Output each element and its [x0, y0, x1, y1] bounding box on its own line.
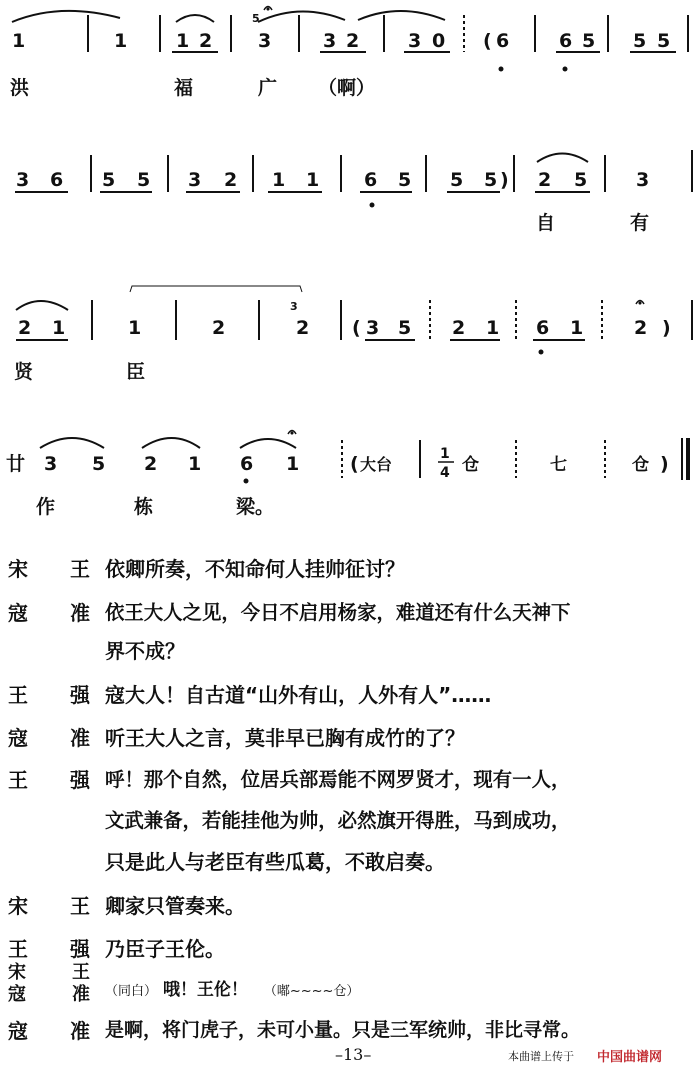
note: 2: [18, 317, 32, 339]
note: 6: [50, 169, 64, 191]
note: 3: [188, 169, 202, 191]
note: 6: [240, 453, 254, 475]
paren-open: (: [483, 30, 492, 52]
percussion-syllable: 七: [550, 455, 567, 475]
note: 3: [323, 30, 337, 52]
site-logo: 中国曲谱网: [597, 1050, 663, 1065]
note: 3: [258, 30, 272, 52]
speaker-name: 宋 王: [8, 557, 90, 581]
dialogue-text: 听王大人之言，莫非早已胸有成竹的了？: [105, 726, 465, 750]
octave-dots: [244, 67, 568, 484]
speaker-name: 寇 准: [8, 984, 90, 1005]
note: 5: [484, 169, 498, 191]
note: 1: [570, 317, 584, 339]
note: 1: [272, 169, 286, 191]
fermata-marks: [264, 7, 647, 435]
lyric: 福: [174, 77, 194, 99]
dialogue-text: 依卿所奏，不知命何人挂帅征讨？: [105, 557, 405, 581]
note: 5: [582, 30, 596, 52]
note: 3: [408, 30, 422, 52]
note: 1: [286, 453, 300, 475]
lyric: 贤: [14, 361, 34, 383]
note: 1: [486, 317, 500, 339]
paren-close: ): [500, 169, 509, 191]
speaker-name: 寇 准: [8, 1019, 90, 1043]
spoken-line: 哦！王伦！: [162, 980, 248, 1000]
upload-credit: 本曲谱上传于: [508, 1050, 574, 1063]
note: 2: [538, 169, 552, 191]
note: 1: [176, 30, 190, 52]
note: 1: [52, 317, 66, 339]
note: 5: [633, 30, 647, 52]
speaker-name: 王 强: [8, 937, 90, 961]
note: 5: [574, 169, 588, 191]
paren-open: (: [350, 453, 359, 475]
note: 6: [536, 317, 550, 339]
lyric: 作: [36, 496, 56, 518]
percussion-syllable: 仓: [632, 455, 649, 475]
note: 3: [44, 453, 58, 475]
percussion-syllable: 仓: [462, 455, 479, 475]
lyric: 栋: [134, 496, 154, 518]
lyric: 臣: [126, 361, 146, 383]
time-signature-bottom: 4: [440, 465, 450, 481]
note: 1: [12, 30, 26, 52]
percussion-cue: （嘟~~~~仓）: [263, 984, 360, 999]
percussion-syllable: 大台: [360, 455, 393, 474]
dialogue-entry-joint: [8, 963, 698, 1011]
lyric: （啊）: [318, 77, 376, 99]
paren-open: (: [352, 317, 361, 339]
note: 3: [16, 169, 30, 191]
speaker-name: 王 强: [8, 683, 90, 707]
paren-close: ): [662, 317, 671, 339]
lyric: 梁。: [236, 496, 275, 518]
note: 2: [224, 169, 238, 191]
note: 5: [398, 317, 412, 339]
free-rhythm-mark: 廿: [6, 453, 26, 475]
lyric: 有: [630, 212, 650, 234]
dialogue-text: 乃臣子王伦。: [105, 937, 225, 961]
grace-note: 5: [252, 12, 260, 25]
note: 3: [636, 169, 650, 191]
paren-close: ): [660, 453, 669, 475]
speaker-name: 宋 王: [8, 894, 90, 918]
dialogue-text: 依王大人之见，今日不启用杨家，难道还有什么天神下 界不成？: [105, 601, 571, 663]
note: 3: [366, 317, 380, 339]
speaker-name: 王 强: [8, 768, 90, 792]
dialogue-text: 呼！那个自然，位居兵部焉能不网罗贤才，现有一人， 文武兼备，若能挂他为帅，必然旗开得胜，马到成功， 只是此人与老臣有些瓜葛，不敢启奏。: [105, 768, 571, 874]
note: 5: [657, 30, 671, 52]
time-signature-top: 1: [440, 446, 450, 462]
page-footer: [0, 1045, 700, 1073]
note: 6: [364, 169, 378, 191]
note: 6: [496, 30, 510, 52]
jianpu-score: [0, 0, 700, 530]
speaker-name: 寇 准: [8, 726, 90, 750]
page-number: –13–: [335, 1045, 372, 1064]
dialogue-text: 是啊，将门虎子，未可小量。只是三军统帅，非比寻常。: [105, 1019, 581, 1041]
note: 2: [296, 317, 310, 339]
note: 2: [452, 317, 466, 339]
speaker-name: 宋 王: [8, 962, 90, 983]
lyric: 广: [258, 77, 278, 99]
lyric: 洪: [10, 77, 30, 99]
dialogue-text: 寇大人！自古道“山外有山，人外有人”……: [105, 683, 492, 707]
note: 5: [450, 169, 464, 191]
dialogue-text: 卿家只管奏来。: [105, 894, 245, 918]
note: 5: [102, 169, 116, 191]
note: 5: [92, 453, 106, 475]
note: 6: [559, 30, 573, 52]
lyric: 自: [536, 212, 556, 234]
note: 0: [432, 30, 446, 52]
note: 1: [114, 30, 128, 52]
note: 5: [398, 169, 412, 191]
note: 2: [144, 453, 158, 475]
note: 2: [199, 30, 213, 52]
note: 1: [188, 453, 202, 475]
note: 1: [306, 169, 320, 191]
stage-direction: （同白）: [105, 984, 158, 999]
note: 5: [137, 169, 151, 191]
note: 2: [634, 317, 648, 339]
note: 2: [212, 317, 226, 339]
speaker-name: 寇 准: [8, 601, 90, 625]
note: 2: [346, 30, 360, 52]
note: 1: [128, 317, 142, 339]
dialogue-text: [105, 975, 698, 1000]
grace-note: 3: [290, 300, 298, 313]
